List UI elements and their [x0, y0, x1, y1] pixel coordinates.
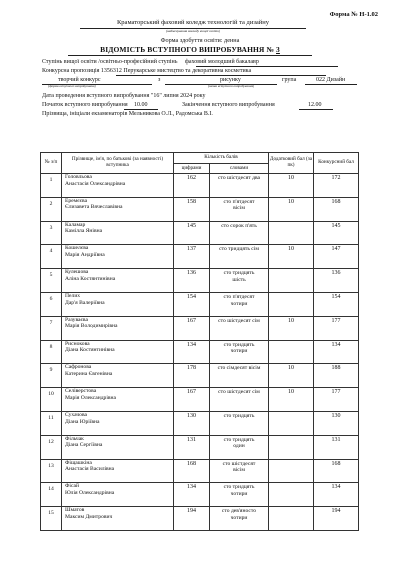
additional-score [269, 507, 314, 531]
additional-score [269, 292, 314, 316]
additional-score [269, 411, 314, 435]
start-label: Початок вступного випробування [42, 102, 128, 108]
score-words-line: сто шістдесят сім [218, 317, 260, 324]
degree-label: Ступінь вищої освіти /освітньо-професійний ступінь [42, 59, 178, 65]
competitive-score: 134 [314, 340, 359, 364]
applicant-name [62, 435, 174, 459]
competition-value: 1356312 Перукарське мистецтво та декоративна косметика [100, 68, 252, 74]
applicant-surname: Риснокова [65, 340, 90, 347]
additional-score: 10 [269, 316, 314, 340]
table-row [41, 221, 359, 245]
title-underline [68, 55, 312, 56]
applicant-given-names: Юлія Олександрівна [65, 489, 115, 496]
header-name: Прізвище, ім'я, по батькові (за наявності) вступника [62, 153, 174, 174]
row-number: 15 [41, 507, 62, 531]
row-number: 14 [41, 483, 62, 507]
header-number: № з/п [41, 153, 62, 174]
exam-subject: рисунку [220, 77, 241, 83]
results-table [40, 152, 359, 531]
applicant-name [62, 411, 174, 435]
applicant-name [62, 364, 174, 388]
score-words-line: сто п'ятдесят [223, 293, 255, 300]
exam-date: Дата проведення вступного випробування "16" липня 2024 року [42, 93, 206, 99]
additional-score: 10 [269, 388, 314, 412]
subject-hint: (назва вступного випробування) [208, 84, 255, 88]
additional-score [269, 340, 314, 364]
applicant-given-names: Камілла Янівна [65, 228, 103, 235]
competition-line [42, 68, 251, 74]
applicant-given-names: Максим Дмитрович [65, 513, 113, 520]
score-digits: 154 [174, 292, 210, 316]
additional-score [269, 269, 314, 293]
score-words-line: сто тридцять [223, 270, 255, 277]
table-row [41, 245, 359, 269]
applicant-given-names: Єлизавета Вячеславівна [65, 204, 123, 211]
row-number: 9 [41, 364, 62, 388]
applicant-name [62, 269, 174, 293]
header-competitive: Конкурсний бал [314, 153, 359, 174]
study-form-value: денна [224, 37, 240, 44]
applicant-surname: Еремєєва [65, 197, 88, 204]
score-digits: 131 [174, 435, 210, 459]
applicant-name [62, 340, 174, 364]
score-words [210, 174, 269, 198]
row-number: 13 [41, 459, 62, 483]
start-underline [124, 109, 158, 110]
applicant-given-names: Марія Володимирівна [65, 323, 118, 330]
competitive-score: 194 [314, 507, 359, 531]
start-value: 10.00 [134, 102, 148, 108]
applicant-surname: Каламар [65, 221, 86, 228]
competitive-score: 145 [314, 221, 359, 245]
score-words [210, 221, 269, 245]
score-digits: 137 [174, 245, 210, 269]
applicant-surname: Пелих [65, 292, 81, 299]
score-digits: 145 [174, 221, 210, 245]
college-name: Краматорський фаховий коледж технологій та дизайну [116, 19, 270, 26]
score-words-line: сто дев'яносто [221, 508, 257, 515]
group-underline [305, 84, 357, 85]
competitive-score: 136 [314, 269, 359, 293]
header-score: Кількість балів [174, 153, 269, 164]
group-value: 022 Дизайн [316, 77, 346, 83]
additional-score [269, 435, 314, 459]
applicant-given-names: Аліна Костянтинівна [65, 275, 116, 282]
applicant-surname: Разуваєва [65, 316, 88, 323]
score-digits: 167 [174, 316, 210, 340]
competitive-score: 177 [314, 316, 359, 340]
row-number: 3 [41, 221, 62, 245]
score-words-line: сто сорок п'ять [221, 222, 257, 229]
score-words [210, 435, 269, 459]
score-words-line: чотири [230, 300, 248, 307]
table-row [41, 483, 359, 507]
applicant-name [62, 459, 174, 483]
score-words-line: один [233, 443, 245, 450]
score-words-line: шість [232, 276, 246, 283]
competitive-score: 130 [314, 411, 359, 435]
score-words-line: сто тридцять сім [219, 246, 259, 253]
score-words-line: сто тридцять [223, 341, 255, 348]
applicant-name [62, 316, 174, 340]
applicant-surname: Сухачова [65, 411, 88, 418]
form-number: Форма № Н-1.02 [329, 11, 378, 18]
table-row [41, 269, 359, 293]
score-words-line: сто шістдесят [222, 460, 256, 467]
score-words-line: чотири [230, 514, 248, 521]
additional-score [269, 459, 314, 483]
competitive-score: 147 [314, 245, 359, 269]
table-row [41, 388, 359, 412]
score-words [210, 483, 269, 507]
header-words: словами [210, 164, 269, 174]
score-words [210, 388, 269, 412]
competition-label: Конкурсна пропозиція [42, 68, 100, 74]
score-digits: 130 [174, 411, 210, 435]
study-form-line [120, 38, 280, 44]
score-words-line: сто шістдесят два [217, 175, 261, 181]
row-number: 8 [41, 340, 62, 364]
competitive-score: 168 [314, 197, 359, 221]
applicant-name [62, 483, 174, 507]
row-number: 6 [41, 292, 62, 316]
score-digits: 168 [174, 459, 210, 483]
row-number: 12 [41, 435, 62, 459]
applicant-surname: Сафронова [65, 364, 92, 371]
examiners: Прізвища, ініціали екзаменаторів Мельникова О.Л., Радомська В.І. [42, 111, 213, 117]
applicant-name [62, 388, 174, 412]
score-digits: 158 [174, 197, 210, 221]
score-digits: 136 [174, 269, 210, 293]
applicant-given-names: Марія Олександрівна [65, 394, 117, 401]
competitive-score: 134 [314, 483, 359, 507]
applicant-given-names: Дар'я Валеріївна [65, 299, 105, 306]
row-number: 4 [41, 245, 62, 269]
exam-name: творчий конкурс [58, 77, 101, 83]
competition-underline [116, 75, 326, 76]
score-words-line: вісім [233, 467, 245, 474]
document-title [70, 46, 310, 54]
applicant-surname: Шматов [65, 507, 85, 514]
score-words [210, 364, 269, 388]
table-row [41, 435, 359, 459]
degree-value: фаховий молодший бакалавр [184, 59, 259, 65]
applicant-surname: Фісай [65, 483, 80, 490]
applicant-surname: Фіщашкіна [65, 459, 92, 466]
applicant-surname: Кошелєва [65, 245, 89, 252]
competitive-score: 131 [314, 435, 359, 459]
additional-score: 10 [269, 364, 314, 388]
applicant-given-names: Катерина Євгенівна [65, 370, 113, 377]
score-words-line: чотири [230, 490, 248, 497]
applicant-given-names: Діана Сергіївна [65, 442, 103, 449]
table-row [41, 316, 359, 340]
score-words [210, 316, 269, 340]
additional-score [269, 483, 314, 507]
applicant-name [62, 507, 174, 531]
table-row [41, 174, 359, 198]
score-words [210, 340, 269, 364]
table-row [41, 292, 359, 316]
additional-score: 10 [269, 245, 314, 269]
applicant-surname: Кулешова [65, 269, 89, 276]
applicant-name [62, 197, 174, 221]
competitive-score: 188 [314, 364, 359, 388]
row-number: 2 [41, 197, 62, 221]
score-words [210, 197, 269, 221]
applicant-given-names: Діана Костянтинівна [65, 347, 115, 354]
exam-hint: (форма вступного випробування) [48, 84, 96, 88]
score-words [210, 411, 269, 435]
table-row [41, 507, 359, 531]
row-number: 7 [41, 316, 62, 340]
table-header [41, 153, 359, 174]
title-text: ВІДОМІСТЬ ВСТУПНОГО ВИПРОБУВАННЯ № [100, 45, 275, 54]
score-words [210, 269, 269, 293]
score-words-line: сто тридцять [223, 484, 255, 491]
group-label: група [282, 77, 297, 83]
score-words-line: сто сімдесят вісім [217, 365, 261, 372]
header-additional: Додатковий бал (за пк) [269, 153, 314, 174]
applicant-surname: Селіверстова [65, 388, 97, 395]
applicant-given-names: Марія Андріївна [65, 251, 105, 258]
score-words [210, 459, 269, 483]
score-words-line: чотири [230, 348, 248, 355]
title-number: 3 [276, 45, 280, 54]
additional-score [269, 221, 314, 245]
applicant-surname: Головльова [65, 174, 92, 180]
competitive-score: 154 [314, 292, 359, 316]
score-digits: 167 [174, 388, 210, 412]
applicant-name [62, 221, 174, 245]
end-label: Закінчення вступного випробування [182, 102, 275, 108]
applicant-name [62, 292, 174, 316]
additional-score: 10 [269, 197, 314, 221]
table-row [41, 340, 359, 364]
score-digits: 134 [174, 340, 210, 364]
applicant-name [62, 174, 174, 198]
score-words-line: сто тридцять [223, 436, 255, 443]
exam-from-label: з [158, 77, 161, 83]
row-number: 10 [41, 388, 62, 412]
competitive-score: 168 [314, 459, 359, 483]
row-number: 11 [41, 411, 62, 435]
table-row [41, 459, 359, 483]
end-underline [299, 109, 333, 110]
degree-underline [196, 66, 338, 67]
score-words [210, 507, 269, 531]
score-digits: 162 [174, 174, 210, 198]
college-hint: (найменування закладу вищої освіти) [165, 29, 221, 33]
applicant-given-names: Анастасія Василівна [65, 466, 115, 473]
competitive-score: 177 [314, 388, 359, 412]
score-words-line: сто тридцять [223, 412, 255, 419]
applicant-given-names: Діана Юріївна [65, 418, 100, 425]
row-number: 1 [41, 174, 62, 198]
score-words-line: сто шістдесят сім [218, 389, 260, 396]
header-digits: цифрами [174, 164, 210, 174]
applicant-surname: Фільчак [65, 435, 84, 442]
row-number: 5 [41, 269, 62, 293]
score-digits: 194 [174, 507, 210, 531]
score-words-line: сто п'ятдесят [223, 198, 255, 205]
degree-line [42, 59, 259, 65]
competitive-score: 172 [314, 174, 359, 198]
score-digits: 134 [174, 483, 210, 507]
study-form-label: Форма здобуття освіти: [160, 37, 223, 44]
score-words [210, 245, 269, 269]
applicant-name [62, 245, 174, 269]
table-row [41, 197, 359, 221]
score-words [210, 292, 269, 316]
score-digits: 178 [174, 364, 210, 388]
end-value: 12.00 [308, 102, 322, 108]
applicant-given-names: Анастасія Олександрівна [65, 180, 126, 187]
table-row [41, 411, 359, 435]
table-row [41, 364, 359, 388]
table-body [41, 174, 359, 531]
score-words-line: вісім [233, 205, 245, 212]
additional-score: 10 [269, 174, 314, 198]
